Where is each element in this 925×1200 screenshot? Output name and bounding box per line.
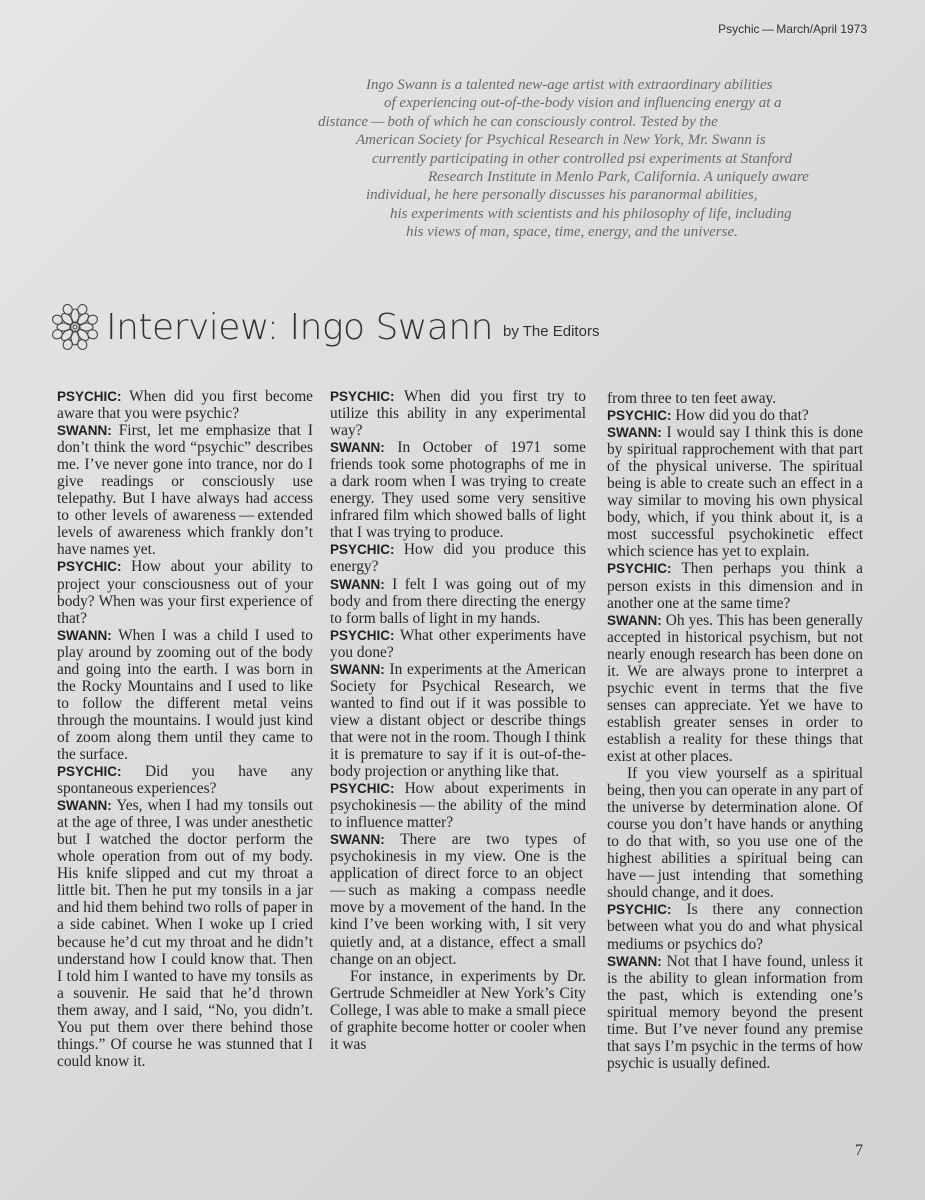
intro-line: currently participating in other controlled psi experiments at Stanford — [372, 150, 792, 167]
interview-paragraph — [330, 661, 586, 780]
speech-text: Oh yes. This has been generally accepted in historical psychism, but not nearly enough research has been done on it. We are always prone to interpret a psychic event in terms that the five senses can appreciate. Yet we have to establish greater senses in order to establish a reality for these things that exist at other places. — [607, 611, 863, 765]
speech-text: Yes, when I had my tonsils out at the age of three, I was under anesthetic but I watched the doctor perform the whole operation from out of my body. His knife slipped and cut my throat a little bit. Then he put my tonsils in a jar and hid them behind two rolls of paper in a side cabinet. When I woke up I cried because he’d cut my throat and he didn’t understand how I could know that. Then I told him I wanted to have my tonsils as a souvenir. He said that he’d thrown them away, and I said, “No, you didn’t. You put them over there behind those things.” Of course he was stunned that I could know it. — [57, 797, 313, 1070]
speech-text: I would say I think this is done by spiritual rapprochement with that part of the physical universe. The spiritual being is able to create such an effect in a way similar to moving his own physical body, which, if you think about it, is a most successful psychokinetic effect which science has yet to explain. — [607, 424, 863, 561]
running-head: Psychic — March/April 1973 — [718, 22, 867, 36]
speech-text: How about experiments in psychokinesis — the ability of the mind to influence matter? — [330, 780, 586, 832]
speech-text: How about your ability to project your consciousness out of your body? When was your first experience of that? — [57, 558, 313, 627]
mandala-flower-icon — [50, 302, 100, 352]
interview-paragraph — [330, 576, 586, 627]
speaker-label: PSYCHIC: — [330, 542, 395, 558]
interview-paragraph — [607, 407, 863, 424]
interview-paragraph — [607, 390, 863, 407]
intro-line: his views of man, space, time, energy, and the universe. — [406, 224, 738, 241]
intro-line: Research Institute in Menlo Park, California. A uniquely aware — [428, 169, 809, 186]
interview-paragraph — [57, 627, 313, 763]
interview-paragraph — [607, 560, 863, 611]
speaker-label: SWANN: — [330, 661, 385, 677]
speech-text: When did you first try to utilize this ability in any experimental way? — [330, 388, 586, 440]
interview-paragraph — [607, 424, 863, 560]
interview-paragraph — [57, 763, 313, 797]
interview-paragraph — [607, 765, 863, 901]
speaker-label: SWANN: — [57, 423, 112, 439]
speech-text: When did you first become aware that you were psychic? — [57, 388, 313, 423]
speech-text: In experiments at the American Society for Psychical Research, we wanted to find out if it was possible to view a distant object or describe things that were not in the room. Though I think it is premature to say if it is out-of-the-body projection or anything like that. — [330, 660, 586, 781]
speaker-label: SWANN: — [57, 627, 112, 643]
intro-line: individual, he here personally discusses his paranormal abilities, — [366, 187, 758, 204]
speaker-label: PSYCHIC: — [607, 408, 672, 424]
speech-text: Did you have any spontaneous experiences? — [57, 763, 313, 798]
speech-text: from three to ten feet away. — [607, 390, 777, 407]
speaker-label: SWANN: — [57, 798, 112, 814]
speech-text: When I was a child I used to play around by zooming out of the body and going into the earth. I was born in the Rocky Mountains and I used to like to follow the different metal veins through the mountains. I would just kind of zoom along them until they came to the surface. — [57, 626, 313, 763]
speech-text: Not that I have found, unless it is the ability to glean information from the past, which is extending one’s spiritual memory beyond the present time. But I’ve never found any premise that says I’m psychic in the terms of how psychic is usually defined. — [607, 952, 863, 1072]
speaker-label: PSYCHIC: — [607, 561, 672, 577]
speaker-label: PSYCHIC: — [330, 781, 395, 797]
speaker-label: SWANN: — [330, 832, 385, 848]
interview-paragraph — [330, 831, 586, 967]
speech-text: Then perhaps you think a person exists in this dimension and in another one at the same time? — [607, 560, 863, 612]
article-heading — [50, 298, 599, 352]
speech-text: First, let me emphasize that I don’t think the word “psychic” describes me. I’ve never gone into trance, nor do I give readings or consciously use telepathy. But I have always had access to other levels of awareness — extended levels of awareness which frankly don’t have names yet. — [57, 422, 313, 559]
interview-paragraph — [330, 627, 586, 661]
intro-line: distance — both of which he can consciously control. Tested by the — [318, 113, 718, 130]
interview-paragraph — [607, 901, 863, 952]
speaker-label: PSYCHIC: — [330, 627, 395, 643]
text-column-3 — [607, 390, 863, 1072]
speech-text: If you view yourself as a spiritual being, then you can operate in any part of the universe by determination alone. Of course you don’t have hands or anything to do that with, so you use one of the highest abilities a spiritual being can have — just intending that something should change, and it does. — [607, 765, 863, 902]
intro-line: his experiments with scientists and his philosophy of life, including — [390, 205, 792, 222]
interview-paragraph — [57, 558, 313, 626]
intro-line: Ingo Swann is a talented new-age artist with extraordinary abilities — [366, 77, 773, 93]
interview-paragraph — [330, 968, 586, 1053]
article-title: Interview: Ingo Swann — [106, 307, 493, 348]
speech-text: What other experiments have you done? — [330, 626, 586, 661]
interview-paragraph — [330, 780, 586, 831]
interview-paragraph — [330, 388, 586, 439]
interview-paragraph — [57, 388, 313, 422]
interview-paragraph — [57, 422, 313, 558]
interview-paragraph — [607, 612, 863, 765]
intro-line: of experiencing out-of-the-body vision and influencing energy at a — [384, 95, 782, 112]
speech-text: There are two types of psychokinesis in my view. One is the application of direct force to an object — such as making a compass needle move by a movement of the hand. In the kind I’ve been working with, I sit very quietly and, at a distance, effect a small change on an object. — [330, 831, 586, 968]
speaker-label: PSYCHIC: — [57, 389, 122, 404]
speaker-label: SWANN: — [330, 576, 385, 592]
speaker-label: PSYCHIC: — [57, 559, 122, 575]
interview-paragraph — [330, 439, 586, 541]
speech-text: Is there any connection between what you do and what physical mediums or psychics do? — [607, 901, 863, 953]
speech-text: How did you produce this energy? — [330, 541, 586, 576]
speaker-label: SWANN: — [607, 953, 662, 969]
text-column-2 — [330, 388, 586, 1053]
page-number: 7 — [855, 1142, 863, 1159]
speech-text: In October of 1971 some friends took some photographs of me in a dark room when I was trying to create energy. They used some very sensitive infrared film which showed balls of light that I was trying to produce. — [330, 439, 586, 542]
interview-paragraph — [607, 953, 863, 1072]
speaker-label: SWANN: — [330, 440, 385, 456]
speaker-label: SWANN: — [607, 612, 662, 628]
interview-paragraph — [57, 797, 313, 1070]
speaker-label: PSYCHIC: — [57, 764, 122, 780]
intro-blurb — [318, 76, 848, 242]
speaker-label: SWANN: — [607, 425, 662, 441]
speech-text: For instance, in experiments by Dr. Gertrude Schmeidler at New York’s City College, I was able to make a small piece of graphite become hotter or cooler when it was — [330, 967, 586, 1053]
interview-paragraph — [330, 541, 586, 575]
speaker-label: PSYCHIC: — [330, 389, 395, 404]
speaker-label: PSYCHIC: — [607, 902, 672, 918]
speech-text: I felt I was going out of my body and from there directing the energy to form balls of light in my hands. — [330, 575, 586, 627]
speech-text: How did you do that? — [675, 407, 809, 425]
intro-line: American Society for Psychical Research in New York, Mr. Swann is — [356, 132, 766, 149]
text-column-1 — [57, 388, 313, 1070]
article-byline: by The Editors — [503, 323, 600, 340]
